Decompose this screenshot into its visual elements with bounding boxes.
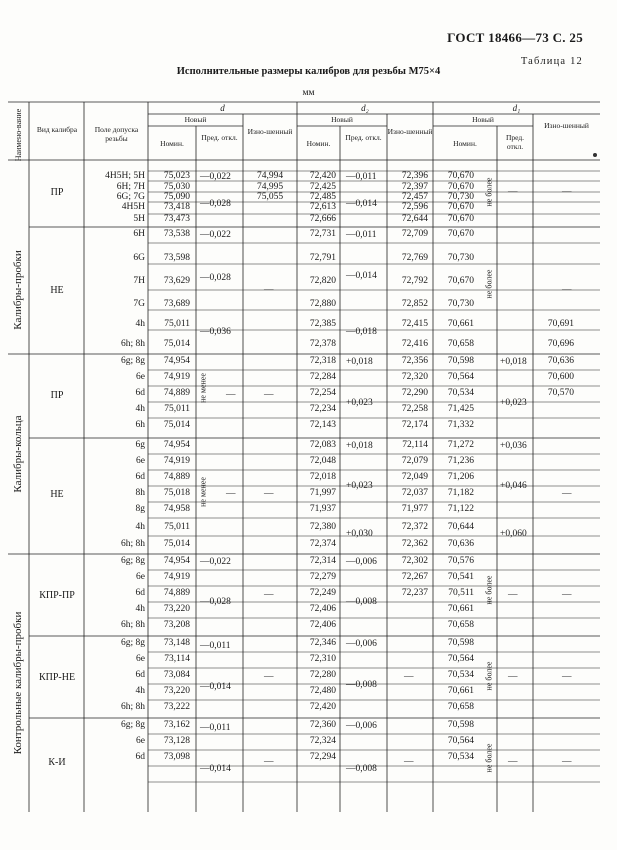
table-cell: 72,114 [402, 440, 428, 450]
dash: — [562, 187, 572, 197]
table-cell: 72,420 [309, 171, 336, 181]
table-cell: 71,937 [309, 504, 336, 514]
group-kalibry-probki: Калибры-пробки [12, 250, 24, 330]
dash: — [562, 489, 572, 499]
d2-pred-cell: —0,014 [346, 199, 377, 209]
table-cell: 6h; 8h [120, 620, 145, 630]
table-cell: 6h [135, 420, 145, 430]
d-pred-cell: —0,028 [200, 199, 231, 209]
header-d2-iznosh: Изно-шенный [387, 127, 433, 136]
header-d2-nomin: Номин. [306, 139, 331, 148]
d-pred-cell: —0,022 [200, 172, 231, 182]
table-cell: 6d [135, 670, 145, 680]
table-cell: 6h; 8h [120, 702, 145, 712]
table-cell: 71,425 [447, 404, 474, 414]
table-cell: 70,670 [447, 214, 474, 224]
header-d1-nomin: Номин. [453, 139, 477, 148]
table-cell: 4H5H; 5H [105, 171, 145, 181]
table-cell: 72,731 [309, 229, 336, 239]
table-cell: 70,644 [447, 522, 474, 532]
table-cell: 70,691 [547, 319, 574, 329]
table-cell: 70,670 [447, 276, 474, 286]
table-cell: 6H; 7H [116, 182, 145, 192]
table-cell: 75,090 [163, 192, 190, 202]
table-cell: 72,880 [309, 299, 336, 309]
table-cell: 74,994 [256, 171, 284, 181]
table-cell: 72,302 [401, 556, 428, 566]
table-cell: 70,576 [447, 556, 474, 566]
dash: — [264, 590, 274, 600]
table-cell: 6g [135, 440, 145, 450]
d2-pred-cell: —0,008 [346, 597, 377, 607]
table-cell: 74,889 [163, 472, 190, 482]
table-cell: 73,162 [163, 720, 190, 730]
table-cell: 75,055 [256, 192, 284, 202]
dash: — [562, 590, 572, 600]
table-cell: 72,310 [309, 654, 336, 664]
table-cell: 73,689 [163, 299, 190, 309]
d-pred-cell: —0,014 [200, 764, 231, 774]
table-cell: 72,378 [309, 339, 336, 349]
table-cell: 75,014 [163, 420, 190, 430]
table-cell: 6G; 7G [116, 192, 145, 202]
d2-pred-cell: —0,006 [346, 557, 377, 567]
d-pred-cell: —0,028 [200, 597, 231, 607]
table-cell: 71,236 [447, 456, 474, 466]
table-cell: 70,658 [447, 620, 474, 630]
d2-pred-cell: —0,006 [346, 639, 377, 649]
table-cell: 70,730 [447, 192, 474, 202]
table-cell: 72,791 [309, 253, 336, 263]
header-d1-pred: Пред. откл. [505, 133, 525, 151]
note-ne-bolee: не более [484, 269, 494, 299]
table-cell: 6g; 8g [120, 638, 145, 648]
kind-label: ПР [50, 187, 64, 198]
table-cell: 73,084 [163, 670, 190, 680]
group-kontrolnye: Контрольные калибры-пробки [12, 611, 24, 755]
table-cell: 74,919 [163, 456, 190, 466]
table-cell: 73,208 [163, 620, 190, 630]
dash: — [508, 672, 518, 682]
table-cell: 70,564 [447, 372, 474, 382]
table-cell: 72,279 [309, 572, 336, 582]
dash: — [508, 187, 518, 197]
table-cell: 4h [135, 686, 145, 696]
table-cell: 70,661 [447, 604, 474, 614]
d2-pred-cell: —0,008 [346, 764, 377, 774]
table-cell: 72,425 [309, 182, 336, 192]
table-cell: 70,661 [447, 319, 474, 329]
table-cell: 72,397 [401, 182, 428, 192]
d2-pred-cell: —0,018 [346, 327, 377, 337]
header-d2: d₂ [361, 103, 369, 113]
d1-pred-cell: +0,046 [500, 481, 527, 491]
table-cell: 72,396 [401, 171, 428, 181]
d-pred-cell: —0,011 [200, 723, 231, 733]
header-d-pred: Пред. откл. [201, 133, 238, 142]
table-cell: 72,362 [401, 539, 428, 549]
table-cell: 75,030 [163, 182, 190, 192]
table-cell: 72,324 [309, 736, 336, 746]
table-cell: 72,249 [309, 588, 336, 598]
dash: — [264, 757, 274, 767]
dash: — [226, 489, 236, 499]
note-ne-menee: не менее [198, 477, 208, 507]
table-cell: 4h [135, 522, 145, 532]
table-title: Исполнительные размеры калибров для резьбы М75×4 [176, 66, 441, 77]
table-cell: 72,644 [401, 214, 428, 224]
table-cell: 72,320 [401, 372, 428, 382]
d2-pred-cell: +0,018 [346, 441, 373, 451]
d1-pred-cell: +0,060 [500, 529, 527, 539]
d-pred-cell: —0,022 [200, 230, 231, 240]
d2-pred-cell: +0,023 [346, 398, 373, 408]
table-cell: 72,852 [401, 299, 428, 309]
d2-pred-cell: —0,008 [346, 680, 377, 690]
header-d-iznosh: Изно-шенный [247, 127, 293, 136]
header-d2-pred: Пред. откл. [345, 133, 382, 142]
table-cell: 73,220 [163, 604, 190, 614]
kind-label: НЕ [50, 489, 64, 500]
d2-pred-cell: +0,023 [346, 481, 373, 491]
d2-pred-cell: —0,014 [346, 271, 377, 281]
table-cell: 4h [135, 604, 145, 614]
table-cell: 72,083 [309, 440, 336, 450]
header-d1-iznosh: Изно-шенный [544, 121, 589, 130]
table-cell: 70,598 [447, 356, 474, 366]
d2-pred-cell: +0,018 [346, 357, 373, 367]
table-cell: 72,457 [401, 192, 428, 202]
table-cell: 73,598 [163, 253, 190, 263]
table-cell: 70,636 [447, 539, 474, 549]
table-cell: 70,564 [447, 654, 474, 664]
table-cell: 72,174 [401, 420, 428, 430]
table-cell: 70,534 [447, 752, 474, 762]
table-cell: 6e [136, 736, 145, 746]
table-cell: 71,997 [309, 488, 336, 498]
table-cell: 72,380 [309, 522, 336, 532]
table-cell: 72,284 [309, 372, 336, 382]
table-cell: 70,570 [547, 388, 574, 398]
table-cell: 6d [135, 388, 145, 398]
table-cell: 72,666 [309, 214, 336, 224]
table-cell: 71,977 [401, 504, 428, 514]
table-cell: 6d [135, 472, 145, 482]
dash: — [264, 489, 274, 499]
table-cell: 74,954 [163, 356, 190, 366]
table-cell: 72,415 [401, 319, 428, 329]
table-cell: 72,254 [309, 388, 336, 398]
dash: — [562, 757, 572, 767]
kind-label: НЕ [50, 285, 64, 296]
table-label: Таблица 12 [520, 56, 583, 67]
table-cell: 6g; 8g [120, 556, 145, 566]
header-d1-novyi: Новый [472, 115, 494, 124]
header-d-nomin: Номин. [160, 139, 184, 148]
table-cell: 72,420 [309, 702, 336, 712]
table-cell: 70,541 [447, 572, 474, 582]
note-ne-bolee: не более [484, 575, 494, 605]
table-cell: 72,037 [401, 488, 428, 498]
dash: — [404, 757, 414, 767]
table-cell: 73,128 [163, 736, 190, 746]
d-pred-cell: —0,028 [200, 273, 231, 283]
table-cell: 72,258 [401, 404, 428, 414]
kind-label: К-И [48, 757, 66, 768]
d2-pred-cell: —0,006 [346, 721, 377, 731]
table-cell: 72,048 [309, 456, 336, 466]
table-cell: 4h [135, 319, 145, 329]
table-cell: 72,267 [401, 572, 428, 582]
table-cell: 73,538 [163, 229, 190, 239]
dash: — [404, 672, 414, 682]
table-cell: 74,919 [163, 572, 190, 582]
table-cell: 73,098 [163, 752, 190, 762]
table-cell: 70,598 [447, 720, 474, 730]
table-cell: 73,148 [163, 638, 190, 648]
note-ne-bolee: не более [484, 743, 494, 773]
table-cell: 70,658 [447, 702, 474, 712]
units-label: мм [302, 88, 315, 98]
table-cell: 70,730 [447, 299, 474, 309]
header-d2-novyi: Новый [331, 115, 353, 124]
table-cell: 72,143 [309, 420, 336, 430]
table-cell: 75,011 [164, 522, 190, 532]
table-cell: 72,406 [309, 620, 336, 630]
table-cell: 71,122 [447, 504, 474, 514]
d2-pred-cell: —0,011 [346, 230, 377, 240]
table-cell: 75,014 [163, 339, 190, 349]
table-cell: 6h; 8h [120, 539, 145, 549]
table-cell: 74,954 [163, 440, 190, 450]
table-cell: 6H [133, 229, 145, 239]
header-naimenovanie: Наимено-вание [13, 108, 23, 162]
table-cell: 70,661 [447, 686, 474, 696]
table-cell: 72,596 [401, 202, 428, 212]
table-cell: 72,406 [309, 604, 336, 614]
kind-label: ПР [50, 390, 64, 401]
d2-pred-cell: +0,030 [346, 529, 373, 539]
table-cell: 70,534 [447, 388, 474, 398]
table-cell: 73,114 [164, 654, 190, 664]
d1-pred-cell: +0,018 [500, 357, 527, 367]
dash: — [264, 390, 274, 400]
group-kalibry-kolca: Калибры-кольца [12, 415, 24, 493]
d1-pred-cell: +0,036 [500, 441, 527, 451]
d-pred-cell: —0,014 [200, 682, 231, 692]
table-cell: 6e [136, 572, 145, 582]
table-cell: 72,237 [401, 588, 428, 598]
table-cell: 70,658 [447, 339, 474, 349]
table-cell: 72,234 [309, 404, 336, 414]
table-cell: 72,018 [309, 472, 336, 482]
table-cell: 72,372 [401, 522, 428, 532]
table-cell: 72,416 [401, 339, 428, 349]
d-pred-cell: —0,022 [200, 557, 231, 567]
table-cell: 8h [135, 488, 145, 498]
dash: — [264, 285, 274, 295]
d2-pred-cell: —0,011 [346, 172, 377, 182]
table-cell: 4H5H [121, 202, 145, 212]
table-cell: 70,511 [448, 588, 474, 598]
table-cell: 74,919 [163, 372, 190, 382]
table-cell: 6g; 8g [120, 720, 145, 730]
table-cell: 72,318 [309, 356, 336, 366]
table-cell: 70,670 [447, 171, 474, 181]
table-cell: 70,636 [547, 356, 574, 366]
table-cell: 73,629 [163, 276, 190, 286]
table-cell: 5H [133, 214, 145, 224]
table-cell: 72,485 [309, 192, 336, 202]
d-pred-cell: —0,036 [200, 327, 231, 337]
d-pred-cell: —0,011 [200, 641, 231, 651]
table-cell: 75,023 [163, 171, 190, 181]
table-cell: 70,730 [447, 253, 474, 263]
table-cell: 70,670 [447, 229, 474, 239]
table-cell: 73,418 [163, 202, 190, 212]
table-cell: 73,220 [163, 686, 190, 696]
d1-pred-cell: +0,023 [500, 398, 527, 408]
table-cell: 70,600 [547, 372, 574, 382]
table-cell: 71,206 [447, 472, 474, 482]
table-cell: 6G [133, 253, 145, 263]
table-cell: 72,346 [309, 638, 336, 648]
table-cell: 70,670 [447, 202, 474, 212]
table-cell: 72,480 [309, 686, 336, 696]
table-cell: 4h [135, 404, 145, 414]
table-cell: 70,598 [447, 638, 474, 648]
table-cell: 74,954 [163, 556, 190, 566]
table-cell: 72,820 [309, 276, 336, 286]
table-cell: 70,534 [447, 670, 474, 680]
table-cell: 75,011 [164, 404, 190, 414]
table-cell: 72,709 [401, 229, 428, 239]
header-d: d [220, 103, 225, 113]
table-cell: 72,314 [309, 556, 336, 566]
table-cell: 74,958 [163, 504, 190, 514]
table-cell: 72,280 [309, 670, 336, 680]
table-cell: 74,889 [163, 388, 190, 398]
header-d-novyi: Новый [184, 115, 207, 124]
table-cell: 74,995 [256, 182, 284, 192]
header-vid: Вид калибра [36, 125, 78, 134]
table-cell: 75,018 [163, 488, 190, 498]
table-cell: 72,294 [309, 752, 336, 762]
table-cell: 72,374 [309, 539, 336, 549]
header-d1: d₁ [512, 103, 521, 113]
kind-label: КПР-НЕ [38, 672, 76, 683]
document-header: ГОСТ 18466—73 С. 25 [447, 30, 583, 45]
table-cell: 74,889 [163, 588, 190, 598]
table-cell: 71,272 [447, 440, 474, 450]
table-cell: 6e [136, 372, 145, 382]
table-cell: 72,385 [309, 319, 336, 329]
table-cell: 8g [135, 504, 145, 514]
table-cell: 6g; 8g [120, 356, 145, 366]
table-cell: 73,222 [163, 702, 190, 712]
table-cell: 7G [133, 299, 145, 309]
table-cell: 71,182 [447, 488, 474, 498]
table-cell: 72,079 [401, 456, 428, 466]
table-cell: 75,011 [164, 319, 190, 329]
dash: — [264, 672, 274, 682]
dash: — [562, 672, 572, 682]
note-ne-bolee: не более [484, 177, 494, 207]
table-cell: 6d [135, 588, 145, 598]
table-cell: 72,360 [309, 720, 336, 730]
table-cell: 73,473 [163, 214, 190, 224]
table-cell: 7H [133, 276, 145, 286]
table-cell: 75,014 [163, 539, 190, 549]
table-cell: 6d [135, 752, 145, 762]
table-cell: 72,613 [309, 202, 336, 212]
table-cell: 6e [136, 456, 145, 466]
table-cell: 71,332 [447, 420, 474, 430]
table-cell: 70,564 [447, 736, 474, 746]
note-ne-bolee: не более [484, 661, 494, 691]
dash: — [508, 590, 518, 600]
margin-dot [593, 153, 597, 157]
dash: — [226, 390, 236, 400]
table-cell: 72,792 [401, 276, 428, 286]
table-cell: 72,769 [401, 253, 428, 263]
table-cell: 6e [136, 654, 145, 664]
dash: — [562, 285, 572, 295]
dash: — [508, 757, 518, 767]
table-cell: 70,696 [547, 339, 574, 349]
kind-label: КПР-ПР [39, 590, 75, 601]
table-cell: 70,670 [447, 182, 474, 192]
table-cell: 6h; 8h [120, 339, 145, 349]
table-cell: 72,356 [401, 356, 428, 366]
table-cell: 72,290 [401, 388, 428, 398]
note-ne-menee: не менее [198, 373, 208, 403]
header-pole: Поле допуска резьбы [94, 125, 139, 143]
table-cell: 72,049 [401, 472, 428, 482]
